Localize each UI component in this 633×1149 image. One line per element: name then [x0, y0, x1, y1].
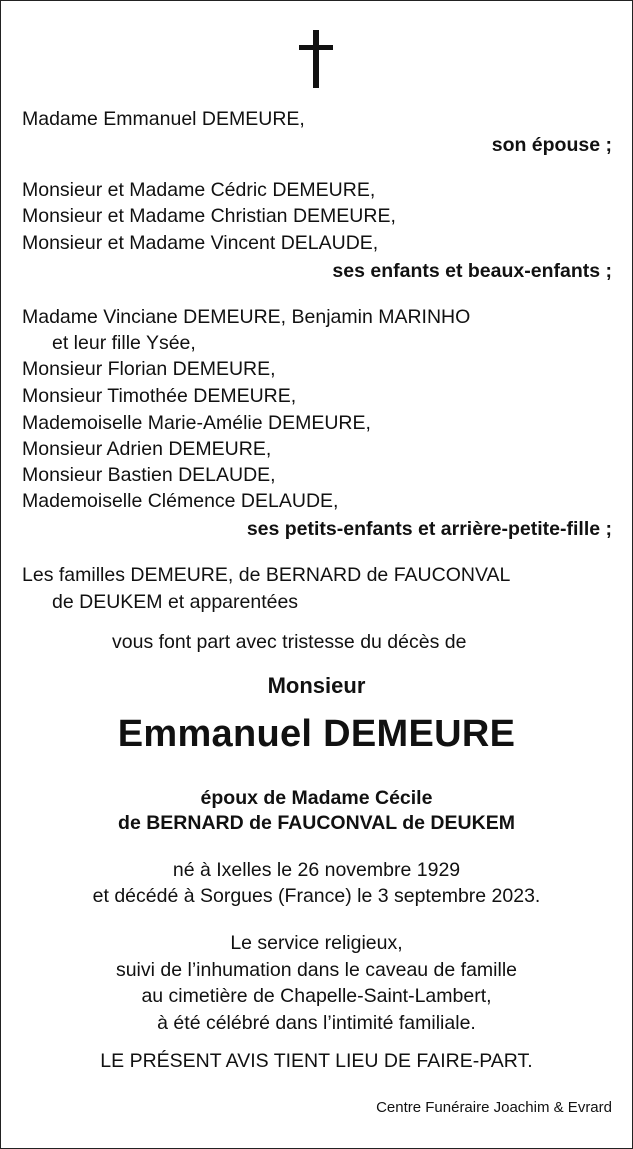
announcement: vous font part avec tristesse du décès de	[112, 631, 467, 653]
service-line: Le service religieux,	[230, 932, 403, 954]
birth-line: né à Ixelles le 26 novembre 1929	[172, 859, 461, 881]
wife-name: Madame Emmanuel DEMEURE,	[22, 108, 305, 130]
grandchild-line: Monsieur Adrien DEMEURE,	[22, 438, 272, 460]
children-role: ses enfants et beaux-enfants ;	[332, 260, 612, 282]
funeral-home: Centre Funéraire Joachim & Evrard	[376, 1099, 612, 1116]
grandchild-line: Mademoiselle Marie-Amélie DEMEURE,	[22, 412, 371, 434]
grandchildren-role: ses petits-enfants et arrière-petite-fille ;	[246, 518, 612, 540]
spouse-line: de BERNARD de FAUCONVAL de DEUKEM	[118, 812, 515, 834]
grandchild-line: Madame Vinciane DEMEURE, Benjamin MARINHO	[22, 306, 471, 328]
child-line: Monsieur et Madame Vincent DELAUDE,	[22, 232, 379, 254]
wife-role: son épouse ;	[491, 134, 612, 156]
grandchild-line: et leur fille Ysée,	[52, 332, 196, 354]
cross-icon	[296, 30, 336, 88]
grandchild-line: Monsieur Timothée DEMEURE,	[22, 385, 297, 407]
deceased-title: Monsieur	[267, 673, 366, 698]
service-line: suivi de l’inhumation dans le caveau de famille	[115, 959, 518, 981]
grandchild-line: Monsieur Bastien DELAUDE,	[22, 464, 276, 486]
deceased-name: Emmanuel DEMEURE	[117, 713, 516, 755]
spouse-line: époux de Madame Cécile	[200, 787, 433, 809]
death-line: et décédé à Sorgues (France) le 3 septembre 2023.	[92, 885, 541, 907]
grandchild-line: Mademoiselle Clémence DELAUDE,	[22, 490, 339, 512]
notice-line: LE PRÉSENT AVIS TIENT LIEU DE FAIRE-PART.	[100, 1050, 533, 1072]
families-line: de DEUKEM et apparentées	[52, 591, 299, 613]
service-line: à été célébré dans l’intimité familiale.	[157, 1012, 476, 1034]
service-line: au cimetière de Chapelle-Saint-Lambert,	[141, 985, 492, 1007]
families-line: Les familles DEMEURE, de BERNARD de FAUCONVAL	[22, 564, 511, 586]
child-line: Monsieur et Madame Cédric DEMEURE,	[22, 179, 376, 201]
child-line: Monsieur et Madame Christian DEMEURE,	[22, 205, 396, 227]
grandchild-line: Monsieur Florian DEMEURE,	[22, 358, 276, 380]
